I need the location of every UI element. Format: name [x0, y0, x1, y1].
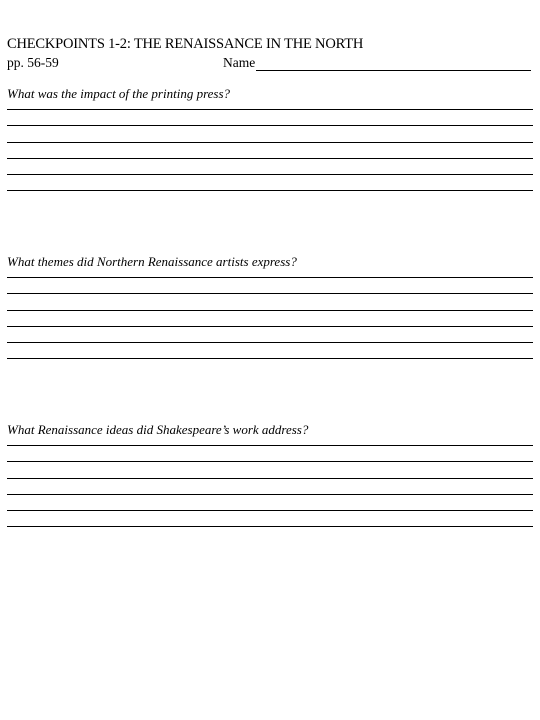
answer-lines[interactable] [7, 445, 533, 527]
name-label: Name [223, 55, 256, 70]
answer-line[interactable] [7, 326, 533, 342]
question-1 [7, 86, 533, 191]
answer-line[interactable] [7, 478, 533, 494]
answer-lines[interactable] [7, 277, 533, 359]
question-3 [7, 422, 533, 527]
worksheet-title: CHECKPOINTS 1-2: THE RENAISSANCE IN THE NORTH [7, 36, 364, 52]
answer-line[interactable] [7, 142, 533, 158]
answer-line[interactable] [7, 445, 533, 461]
question-text: What was the impact of the printing press? [7, 86, 231, 101]
answer-line[interactable] [7, 174, 533, 190]
answer-line[interactable] [7, 125, 533, 141]
answer-line[interactable] [7, 461, 533, 477]
answer-line[interactable] [7, 158, 533, 174]
question-text: What themes did Northern Renaissance artists express? [7, 254, 297, 269]
answer-line[interactable] [7, 526, 533, 527]
answer-line[interactable] [7, 293, 533, 309]
answer-line[interactable] [7, 190, 533, 191]
name-field[interactable] [223, 54, 531, 71]
answer-line[interactable] [7, 310, 533, 326]
header-subrow [7, 54, 533, 71]
answer-line[interactable] [7, 510, 533, 526]
answer-line[interactable] [7, 494, 533, 510]
answer-line[interactable] [7, 277, 533, 293]
question-2 [7, 254, 533, 359]
answer-lines[interactable] [7, 109, 533, 191]
question-text: What Renaissance ideas did Shakespeare’s work address? [7, 422, 309, 437]
page-range: pp. 56-59 [7, 55, 59, 70]
answer-line[interactable] [7, 358, 533, 359]
worksheet-header [7, 36, 533, 71]
name-blank-line[interactable] [256, 57, 531, 71]
answer-line[interactable] [7, 342, 533, 358]
answer-line[interactable] [7, 109, 533, 125]
